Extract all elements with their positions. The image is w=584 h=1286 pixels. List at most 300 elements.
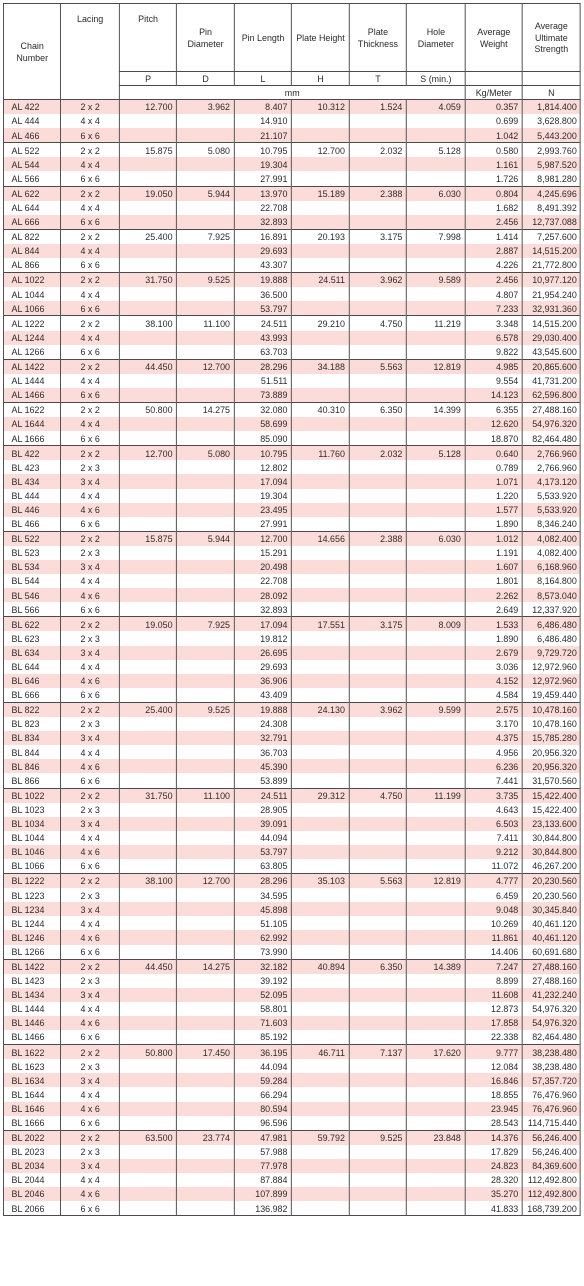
cell-plate-thickness	[349, 1016, 406, 1030]
cell-average-strength: 56,246.400	[523, 1145, 581, 1159]
cell-average-weight: 28.320	[465, 1173, 522, 1187]
cell-lacing: 4 x 4	[61, 157, 119, 171]
cell-pitch	[119, 1187, 176, 1201]
cell-hole-diameter	[407, 688, 465, 703]
cell-pin-length: 66.294	[234, 1087, 291, 1101]
table-row	[3, 345, 580, 360]
cell-plate-height	[292, 1145, 349, 1159]
cell-lacing: 6 x 6	[61, 1201, 119, 1216]
cell-pin-diameter: 12.700	[177, 359, 234, 374]
cell-pin-diameter	[177, 674, 234, 688]
cell-lacing: 6 x 6	[61, 171, 119, 186]
cell-plate-height	[292, 745, 349, 759]
cell-hole-diameter	[407, 759, 465, 773]
cell-average-weight: 24.823	[465, 1159, 522, 1173]
cell-average-strength: 82,464.480	[523, 1030, 581, 1045]
cell-pin-length: 52.095	[234, 988, 291, 1002]
cell-pin-length: 44.094	[234, 831, 291, 845]
cell-average-strength: 6,486.480	[523, 617, 581, 632]
cell-plate-height	[292, 974, 349, 988]
table-row	[3, 674, 580, 688]
cell-plate-height	[292, 1087, 349, 1101]
cell-pin-length: 36.500	[234, 287, 291, 301]
table-row	[3, 503, 580, 517]
cell-pin-diameter	[177, 489, 234, 503]
cell-pin-diameter	[177, 602, 234, 617]
table-row	[3, 171, 580, 186]
cell-average-strength: 3,628.800	[523, 114, 581, 128]
cell-chain-number: AL 1444	[3, 374, 60, 388]
cell-pin-diameter: 17.450	[177, 1045, 234, 1060]
cell-chain-number: BL 444	[3, 489, 60, 503]
unit-strength: N	[523, 86, 581, 100]
table-row	[3, 546, 580, 560]
table-row	[3, 874, 580, 889]
cell-pin-diameter	[177, 631, 234, 645]
cell-plate-height	[292, 688, 349, 703]
cell-plate-height	[292, 988, 349, 1002]
table-row	[3, 717, 580, 731]
cell-pitch	[119, 945, 176, 960]
cell-lacing: 2 x 3	[61, 460, 119, 474]
cell-average-strength: 7,257.600	[523, 229, 581, 244]
cell-plate-thickness	[349, 574, 406, 588]
cell-chain-number: AL 1244	[3, 331, 60, 345]
cell-lacing: 2 x 2	[61, 100, 119, 115]
cell-plate-thickness	[349, 417, 406, 431]
cell-average-weight: 2.679	[465, 646, 522, 660]
cell-plate-thickness	[349, 546, 406, 560]
symbol-pin-length: L	[234, 72, 291, 86]
cell-pin-length: 32.893	[234, 602, 291, 617]
cell-lacing: 2 x 3	[61, 803, 119, 817]
table-row	[3, 186, 580, 201]
cell-pin-length: 59.284	[234, 1073, 291, 1087]
cell-pin-diameter	[177, 1002, 234, 1016]
cell-pin-length: 53.797	[234, 301, 291, 316]
cell-lacing: 3 x 4	[61, 560, 119, 574]
cell-hole-diameter	[407, 114, 465, 128]
cell-pin-diameter	[177, 388, 234, 403]
cell-plate-thickness	[349, 258, 406, 273]
cell-average-strength: 2,993.760	[523, 143, 581, 158]
header-hole-diameter: Hole Diameter	[407, 4, 465, 72]
cell-hole-diameter: 23.848	[407, 1130, 465, 1145]
cell-hole-diameter: 6.030	[407, 186, 465, 201]
cell-chain-number: BL 1234	[3, 902, 60, 916]
cell-pin-length: 13.970	[234, 186, 291, 201]
cell-average-strength: 8,346.240	[523, 517, 581, 532]
cell-pin-diameter	[177, 546, 234, 560]
cell-plate-thickness	[349, 803, 406, 817]
cell-average-strength: 30,844.800	[523, 845, 581, 859]
table-row	[3, 859, 580, 874]
cell-average-strength: 4,082.400	[523, 531, 581, 546]
cell-plate-thickness: 1.524	[349, 100, 406, 115]
cell-pin-diameter	[177, 859, 234, 874]
cell-plate-height	[292, 301, 349, 316]
cell-average-weight: 2.649	[465, 602, 522, 617]
cell-chain-number: BL 646	[3, 674, 60, 688]
cell-chain-number: BL 2046	[3, 1187, 60, 1201]
cell-average-weight: 2.575	[465, 702, 522, 717]
cell-plate-thickness: 5.563	[349, 874, 406, 889]
cell-average-weight: 4.777	[465, 874, 522, 889]
cell-pin-length: 85.090	[234, 431, 291, 446]
cell-average-weight: 6.459	[465, 888, 522, 902]
cell-average-weight: 16.846	[465, 1073, 522, 1087]
cell-plate-thickness	[349, 388, 406, 403]
table-row	[3, 560, 580, 574]
cell-chain-number: BL 622	[3, 617, 60, 632]
cell-average-weight: 3.036	[465, 660, 522, 674]
cell-lacing: 2 x 3	[61, 888, 119, 902]
table-row	[3, 417, 580, 431]
cell-pin-diameter	[177, 831, 234, 845]
cell-pin-length: 96.596	[234, 1116, 291, 1131]
cell-chain-number: BL 1066	[3, 859, 60, 874]
cell-lacing: 4 x 4	[61, 1002, 119, 1016]
cell-hole-diameter	[407, 171, 465, 186]
cell-plate-thickness	[349, 1116, 406, 1131]
cell-lacing: 4 x 4	[61, 745, 119, 759]
cell-chain-number: BL 466	[3, 517, 60, 532]
cell-average-strength: 60,691.680	[523, 945, 581, 960]
cell-pin-diameter: 7.925	[177, 617, 234, 632]
cell-plate-height: 35.103	[292, 874, 349, 889]
cell-average-weight: 0.804	[465, 186, 522, 201]
cell-pin-diameter	[177, 916, 234, 930]
cell-lacing: 4 x 4	[61, 1087, 119, 1101]
cell-plate-height: 40.894	[292, 959, 349, 974]
cell-pin-diameter	[177, 717, 234, 731]
cell-plate-height	[292, 916, 349, 930]
cell-pin-diameter	[177, 345, 234, 360]
cell-lacing: 4 x 6	[61, 1102, 119, 1116]
cell-plate-height	[292, 574, 349, 588]
cell-average-strength: 54,976.320	[523, 1016, 581, 1030]
cell-hole-diameter	[407, 1116, 465, 1131]
cell-plate-thickness: 7.137	[349, 1045, 406, 1060]
cell-pin-diameter	[177, 503, 234, 517]
cell-pitch	[119, 803, 176, 817]
cell-plate-thickness	[349, 731, 406, 745]
cell-average-weight: 7.247	[465, 959, 522, 974]
cell-plate-thickness: 2.388	[349, 531, 406, 546]
cell-average-strength: 12,737.088	[523, 215, 581, 230]
cell-average-strength: 5,533.920	[523, 503, 581, 517]
cell-pitch	[119, 902, 176, 916]
cell-plate-thickness	[349, 114, 406, 128]
cell-pin-diameter	[177, 1016, 234, 1030]
cell-pin-length: 71.603	[234, 1016, 291, 1030]
cell-chain-number: BL 1634	[3, 1073, 60, 1087]
cell-average-weight: 7.411	[465, 831, 522, 845]
cell-chain-number: BL 534	[3, 560, 60, 574]
cell-average-strength: 27,488.160	[523, 974, 581, 988]
cell-pitch	[119, 388, 176, 403]
cell-lacing: 2 x 2	[61, 143, 119, 158]
cell-average-weight: 1.682	[465, 201, 522, 215]
cell-chain-number: BL 522	[3, 531, 60, 546]
table-row	[3, 1116, 580, 1131]
table-row	[3, 331, 580, 345]
cell-chain-number: BL 434	[3, 474, 60, 488]
cell-average-weight: 1.607	[465, 560, 522, 574]
cell-chain-number: AL 444	[3, 114, 60, 128]
cell-chain-number: AL 1022	[3, 273, 60, 288]
cell-pin-length: 24.511	[234, 316, 291, 331]
cell-lacing: 6 x 6	[61, 517, 119, 532]
table-row	[3, 244, 580, 258]
cell-lacing: 2 x 2	[61, 617, 119, 632]
cell-average-weight: 41.833	[465, 1201, 522, 1216]
cell-pin-length: 39.091	[234, 817, 291, 831]
cell-plate-height	[292, 888, 349, 902]
cell-lacing: 2 x 2	[61, 959, 119, 974]
cell-chain-number: BL 1044	[3, 831, 60, 845]
cell-chain-number: BL 1223	[3, 888, 60, 902]
cell-pin-length: 32.080	[234, 402, 291, 417]
cell-plate-height: 17.551	[292, 617, 349, 632]
cell-lacing: 2 x 2	[61, 702, 119, 717]
cell-plate-thickness	[349, 945, 406, 960]
cell-pin-length: 73.889	[234, 388, 291, 403]
cell-average-weight: 1.191	[465, 546, 522, 560]
table-row	[3, 287, 580, 301]
cell-pin-diameter	[177, 945, 234, 960]
cell-lacing: 4 x 6	[61, 588, 119, 602]
cell-pin-diameter	[177, 745, 234, 759]
cell-hole-diameter: 6.030	[407, 531, 465, 546]
cell-pin-length: 19.304	[234, 157, 291, 171]
cell-pin-length: 8.407	[234, 100, 291, 115]
cell-lacing: 2 x 3	[61, 974, 119, 988]
cell-pin-length: 63.805	[234, 859, 291, 874]
cell-plate-height	[292, 945, 349, 960]
cell-hole-diameter	[407, 215, 465, 230]
cell-pin-length: 32.791	[234, 731, 291, 745]
cell-plate-height	[292, 1030, 349, 1045]
cell-average-weight: 14.123	[465, 388, 522, 403]
cell-average-strength: 31,570.560	[523, 773, 581, 788]
cell-average-weight: 7.441	[465, 773, 522, 788]
cell-plate-thickness	[349, 128, 406, 143]
cell-chain-number: BL 423	[3, 460, 60, 474]
cell-pin-diameter	[177, 215, 234, 230]
cell-average-weight: 1.220	[465, 489, 522, 503]
cell-average-weight: 9.822	[465, 345, 522, 360]
cell-plate-thickness: 6.350	[349, 959, 406, 974]
cell-pin-length: 53.797	[234, 845, 291, 859]
table-row	[3, 788, 580, 803]
cell-pitch	[119, 331, 176, 345]
cell-lacing: 4 x 6	[61, 503, 119, 517]
table-row	[3, 114, 580, 128]
cell-chain-number: BL 566	[3, 602, 60, 617]
cell-chain-number: BL 1046	[3, 845, 60, 859]
cell-pin-length: 12.802	[234, 460, 291, 474]
cell-hole-diameter	[407, 1145, 465, 1159]
symbol-hole-diameter: S (min.)	[407, 72, 465, 86]
cell-pitch	[119, 731, 176, 745]
cell-hole-diameter	[407, 773, 465, 788]
cell-pitch	[119, 1073, 176, 1087]
table-row	[3, 273, 580, 288]
cell-pitch: 15.875	[119, 531, 176, 546]
cell-plate-thickness	[349, 1173, 406, 1187]
cell-average-weight: 6.503	[465, 817, 522, 831]
table-row	[3, 945, 580, 960]
cell-plate-height	[292, 902, 349, 916]
cell-pitch: 19.050	[119, 617, 176, 632]
cell-pitch	[119, 888, 176, 902]
cell-hole-diameter	[407, 417, 465, 431]
cell-chain-number: BL 1246	[3, 930, 60, 944]
cell-pin-length: 19.888	[234, 273, 291, 288]
cell-hole-diameter: 11.219	[407, 316, 465, 331]
cell-average-weight: 8.899	[465, 974, 522, 988]
cell-average-strength: 8,491.392	[523, 201, 581, 215]
header-average-ultimate-strength: Average Ultimate Strength	[523, 4, 581, 72]
cell-lacing: 3 x 4	[61, 474, 119, 488]
cell-plate-thickness	[349, 171, 406, 186]
cell-plate-thickness	[349, 503, 406, 517]
cell-plate-thickness	[349, 930, 406, 944]
cell-average-weight: 4.985	[465, 359, 522, 374]
cell-chain-number: BL 1422	[3, 959, 60, 974]
cell-hole-diameter: 12.819	[407, 359, 465, 374]
cell-plate-height: 59.792	[292, 1130, 349, 1145]
table-row	[3, 1159, 580, 1173]
cell-pitch	[119, 417, 176, 431]
cell-pin-length: 12.700	[234, 531, 291, 546]
cell-pitch	[119, 244, 176, 258]
cell-hole-diameter: 7.998	[407, 229, 465, 244]
cell-average-strength: 30,844.800	[523, 831, 581, 845]
cell-pitch	[119, 1102, 176, 1116]
cell-chain-number: AL 622	[3, 186, 60, 201]
cell-plate-height	[292, 1159, 349, 1173]
cell-pin-length: 36.195	[234, 1045, 291, 1060]
cell-pin-diameter	[177, 287, 234, 301]
cell-plate-height	[292, 1116, 349, 1131]
cell-plate-thickness: 2.032	[349, 446, 406, 461]
cell-pin-length: 43.307	[234, 258, 291, 273]
cell-pin-diameter	[177, 759, 234, 773]
symbol-plate-thickness: T	[349, 72, 406, 86]
symbol-pin-diameter: D	[177, 72, 234, 86]
cell-chain-number: BL 846	[3, 759, 60, 773]
cell-pin-length: 14.910	[234, 114, 291, 128]
cell-hole-diameter	[407, 631, 465, 645]
cell-plate-height: 24.130	[292, 702, 349, 717]
cell-average-weight: 0.789	[465, 460, 522, 474]
cell-chain-number: BL 544	[3, 574, 60, 588]
cell-plate-height	[292, 560, 349, 574]
table-row	[3, 1016, 580, 1030]
table-row	[3, 745, 580, 759]
cell-lacing: 6 x 6	[61, 301, 119, 316]
cell-average-weight: 9.212	[465, 845, 522, 859]
cell-plate-height	[292, 244, 349, 258]
cell-average-strength: 10,478.160	[523, 702, 581, 717]
cell-pin-diameter	[177, 574, 234, 588]
cell-plate-height	[292, 1201, 349, 1216]
cell-average-strength: 114,715.440	[523, 1116, 581, 1131]
cell-lacing: 4 x 4	[61, 916, 119, 930]
cell-chain-number: BL 1446	[3, 1016, 60, 1030]
cell-lacing: 3 x 4	[61, 1159, 119, 1173]
cell-hole-diameter: 9.589	[407, 273, 465, 288]
cell-plate-height	[292, 1187, 349, 1201]
cell-chain-number: AL 1266	[3, 345, 60, 360]
cell-average-strength: 5,987.520	[523, 157, 581, 171]
cell-plate-height	[292, 431, 349, 446]
cell-plate-height	[292, 215, 349, 230]
cell-plate-thickness	[349, 845, 406, 859]
cell-average-weight: 6.355	[465, 402, 522, 417]
cell-pin-length: 47.981	[234, 1130, 291, 1145]
cell-chain-number: AL 866	[3, 258, 60, 273]
cell-plate-height: 15.189	[292, 186, 349, 201]
cell-chain-number: AL 822	[3, 229, 60, 244]
table-row	[3, 431, 580, 446]
cell-pin-length: 62.992	[234, 930, 291, 944]
table-row	[3, 602, 580, 617]
header-lacing: Lacing	[61, 4, 119, 100]
cell-plate-height	[292, 859, 349, 874]
cell-plate-height	[292, 731, 349, 745]
cell-lacing: 2 x 2	[61, 229, 119, 244]
cell-average-strength: 8,573.040	[523, 588, 581, 602]
cell-average-strength: 32,931.360	[523, 301, 581, 316]
cell-average-weight: 4.807	[465, 287, 522, 301]
cell-hole-diameter	[407, 988, 465, 1002]
cell-plate-thickness: 3.962	[349, 273, 406, 288]
cell-pin-diameter	[177, 201, 234, 215]
cell-plate-height: 40.310	[292, 402, 349, 417]
cell-hole-diameter	[407, 1016, 465, 1030]
cell-lacing: 4 x 4	[61, 489, 119, 503]
cell-hole-diameter: 14.389	[407, 959, 465, 974]
cell-average-strength: 38,238.480	[523, 1059, 581, 1073]
header-average-weight: Average Weight	[465, 4, 522, 72]
cell-pitch: 50.800	[119, 1045, 176, 1060]
cell-average-weight: 1.533	[465, 617, 522, 632]
cell-pin-length: 36.703	[234, 745, 291, 759]
cell-average-weight: 4.375	[465, 731, 522, 745]
table-row	[3, 588, 580, 602]
cell-hole-diameter	[407, 916, 465, 930]
cell-plate-thickness	[349, 859, 406, 874]
cell-pin-diameter	[177, 1201, 234, 1216]
table-row	[3, 489, 580, 503]
cell-pin-length: 39.192	[234, 974, 291, 988]
cell-lacing: 2 x 2	[61, 531, 119, 546]
cell-lacing: 6 x 6	[61, 345, 119, 360]
cell-pitch	[119, 215, 176, 230]
table-row	[3, 617, 580, 632]
cell-chain-number: BL 523	[3, 546, 60, 560]
cell-pin-diameter	[177, 1030, 234, 1045]
cell-pin-diameter	[177, 646, 234, 660]
cell-average-strength: 20,230.560	[523, 874, 581, 889]
cell-hole-diameter	[407, 345, 465, 360]
cell-pin-diameter: 12.700	[177, 874, 234, 889]
cell-plate-thickness	[349, 988, 406, 1002]
cell-chain-number: AL 844	[3, 244, 60, 258]
